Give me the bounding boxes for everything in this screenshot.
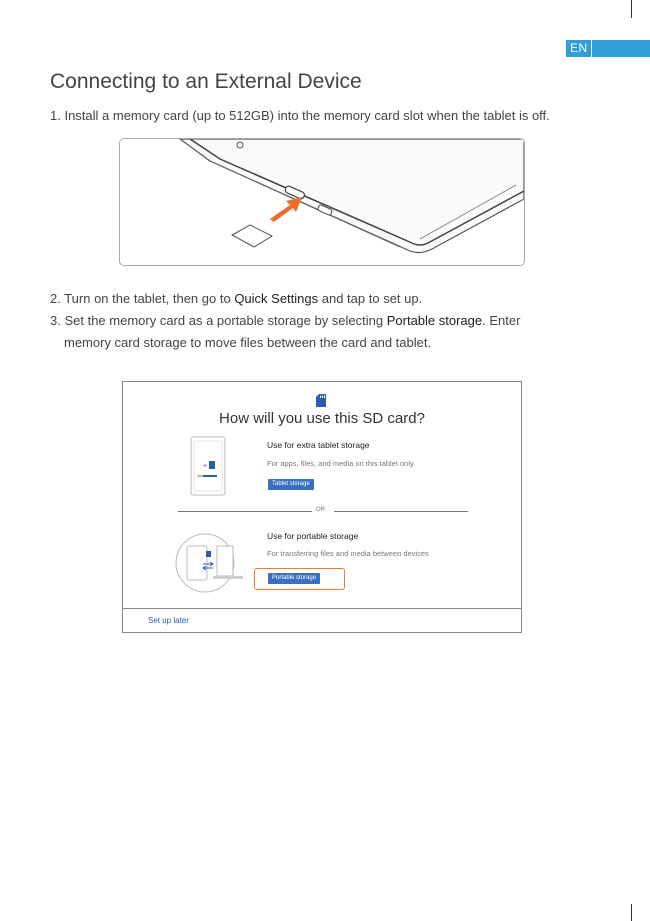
- or-label: OR: [316, 507, 325, 513]
- tablet-sd-slot-drawing: [120, 139, 524, 265]
- svg-text:+: +: [203, 463, 208, 470]
- setup-later-link[interactable]: Set up later: [148, 616, 189, 625]
- page-title: Connecting to an External Device: [50, 70, 362, 93]
- portable-storage-term: Portable storage: [386, 313, 483, 328]
- language-label: EN: [570, 41, 588, 55]
- sd-card-dialog: [122, 381, 522, 633]
- crop-mark: [631, 0, 632, 18]
- option-portable-storage-title: Use for portable storage: [267, 531, 359, 541]
- step-2: [50, 289, 422, 309]
- step-3-text: 3. Set the memory card as a portable storage by selecting: [50, 313, 387, 328]
- option-extra-storage-desc: For apps, files, and media on this tablet only: [267, 459, 414, 468]
- portable-storage-highlight: [254, 568, 345, 590]
- quick-settings-term: Quick Settings: [234, 291, 319, 306]
- crop-mark: [631, 904, 632, 921]
- portable-storage-icon: [173, 532, 243, 594]
- step-2-text-end: and tap to set up.: [318, 291, 423, 306]
- tablet-storage-button[interactable]: Tablet storage: [268, 479, 314, 490]
- dialog-title: How will you use this SD card?: [219, 410, 425, 427]
- tablet-storage-icon: [183, 435, 243, 499]
- step-3: [50, 311, 520, 331]
- step-3-continued: memory card storage to move files between the card and tablet.: [64, 335, 432, 350]
- option-portable-storage-desc: For transferring files and media between devices: [267, 549, 429, 558]
- language-tab-divider: [591, 40, 592, 57]
- portable-storage-button[interactable]: Portable storage: [268, 573, 320, 584]
- language-tab: [566, 40, 650, 57]
- tablet-illustration: [119, 138, 525, 266]
- step-3-text-end: . Enter: [482, 313, 521, 328]
- divider-right: [334, 511, 468, 512]
- divider-left: [178, 511, 312, 512]
- step-2-text: 2. Turn on the tablet, then go to: [50, 291, 235, 306]
- footer-divider: [123, 608, 521, 609]
- option-extra-storage-title: Use for extra tablet storage: [267, 440, 370, 450]
- sd-card-icon: [316, 394, 326, 407]
- step-1: 1. Install a memory card (up to 512GB) into the memory card slot when the tablet is off.: [50, 108, 550, 123]
